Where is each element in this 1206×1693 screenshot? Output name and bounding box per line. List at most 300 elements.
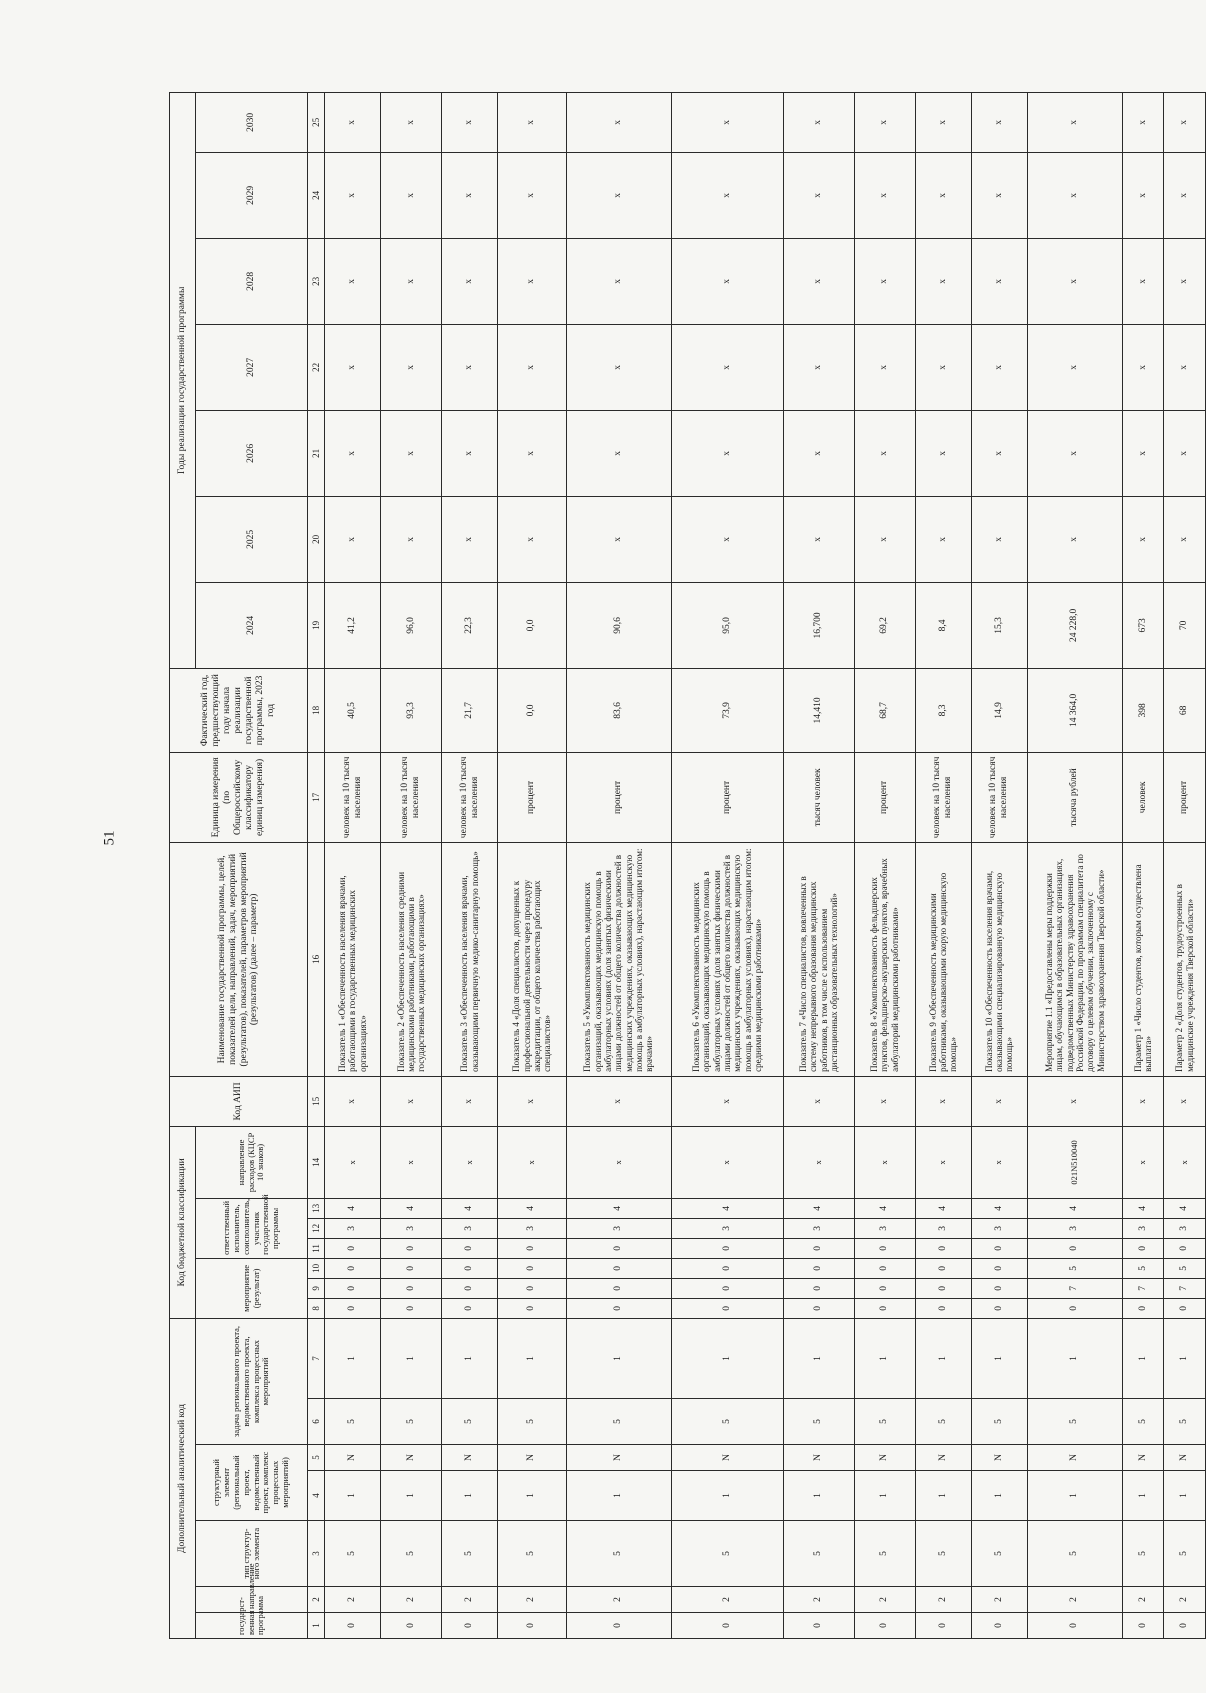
indicator-name: Показатель 5 «Укомплектованность медицинских организаций, оказывающих медицинскую помощь в амбулаторных условиях (доля занятых физическими лицами должностей от общего количества должностей в медицинских учреждениях, оказывающих медицинскую помощь в амбулаторных условиях), нарастающим итогом: врачами»	[566, 842, 671, 1076]
year-value-cell: x	[498, 410, 566, 496]
header-measure: мероприятие (результат)	[196, 1258, 308, 1318]
code-cell: 1	[498, 1471, 566, 1521]
code-cell: 2	[854, 1587, 915, 1613]
code-cell: N	[498, 1445, 566, 1471]
year-value-cell: x	[854, 324, 915, 410]
code-cell: 0	[1027, 1613, 1122, 1639]
code-cell: x	[325, 1126, 381, 1198]
code-cell: N	[381, 1445, 442, 1471]
code-cell: 4	[783, 1198, 854, 1218]
column-number: 8	[308, 1298, 325, 1318]
code-cell: 7	[1027, 1278, 1122, 1298]
header-struct-type: тип структур-ного элемента	[196, 1521, 308, 1587]
code-cell: 0	[915, 1238, 971, 1258]
year-value-cell: x	[915, 238, 971, 324]
code-cell: 3	[1164, 1218, 1206, 1238]
code-cell: x	[325, 1076, 381, 1126]
code-cell: 1	[1027, 1318, 1122, 1398]
header-year-2024: 2024	[196, 582, 308, 668]
code-cell: 1	[783, 1318, 854, 1398]
year-value-cell: x	[1027, 496, 1122, 582]
code-cell: 4	[381, 1198, 442, 1218]
code-cell: 5	[381, 1399, 442, 1445]
code-cell: N	[783, 1445, 854, 1471]
code-cell: 0	[325, 1278, 381, 1298]
code-cell: 5	[1164, 1399, 1206, 1445]
code-cell: 0	[325, 1298, 381, 1318]
code-cell: 5	[671, 1399, 783, 1445]
code-cell: 0	[971, 1278, 1027, 1298]
code-cell: 5	[1122, 1258, 1163, 1278]
code-cell: 1	[1122, 1471, 1163, 1521]
code-cell: x	[854, 1076, 915, 1126]
code-cell: 0	[498, 1298, 566, 1318]
table-row	[671, 92, 783, 1638]
code-cell: 1	[971, 1471, 1027, 1521]
year-value-cell: 69,2	[854, 582, 915, 668]
unit-cell: процент	[1164, 752, 1206, 842]
code-cell: 0	[854, 1298, 915, 1318]
column-number: 20	[308, 496, 325, 582]
column-number: 22	[308, 324, 325, 410]
year-value-cell: x	[442, 152, 498, 238]
year-value-cell: x	[325, 324, 381, 410]
code-cell: x	[671, 1076, 783, 1126]
year-value-cell: x	[783, 92, 854, 152]
code-cell: 5	[1027, 1258, 1122, 1278]
header-task: задача регионального проекта, ведомственного проекта, комплекса процессных мероприятий	[196, 1318, 308, 1444]
year-value-cell: 0,0	[498, 582, 566, 668]
year-value-cell: x	[325, 410, 381, 496]
code-cell: 0	[325, 1238, 381, 1258]
year-value-cell: x	[1164, 152, 1206, 238]
year-value-cell: x	[442, 410, 498, 496]
year-value-cell: x	[1122, 152, 1163, 238]
code-cell: 3	[442, 1218, 498, 1238]
code-cell: 0	[498, 1238, 566, 1258]
code-cell: 1	[971, 1318, 1027, 1398]
code-cell: 1	[854, 1471, 915, 1521]
code-cell: N	[566, 1445, 671, 1471]
code-cell: 1	[325, 1318, 381, 1398]
code-cell: 3	[1122, 1218, 1163, 1238]
code-cell: x	[566, 1126, 671, 1198]
header-year-2026: 2026	[196, 410, 308, 496]
year-value-cell: x	[498, 92, 566, 152]
indicator-name: Показатель 1 «Обеспеченность населения врачами, работающими в государственных медицинских организациях»	[325, 842, 381, 1076]
code-cell: 5	[566, 1521, 671, 1587]
code-cell: 0	[498, 1278, 566, 1298]
code-cell: 0	[783, 1258, 854, 1278]
year-value-cell: x	[381, 410, 442, 496]
table-body	[325, 92, 1206, 1638]
year-value-cell: x	[854, 152, 915, 238]
header-year-2025: 2025	[196, 496, 308, 582]
code-cell: 1	[1122, 1318, 1163, 1398]
code-cell: 5	[381, 1521, 442, 1587]
year-value-cell: x	[1164, 92, 1206, 152]
code-cell: 0	[381, 1298, 442, 1318]
year-value-cell: x	[442, 238, 498, 324]
code-cell: 5	[854, 1399, 915, 1445]
year-value-cell: x	[325, 92, 381, 152]
code-cell: 2	[566, 1587, 671, 1613]
code-cell: x	[1122, 1076, 1163, 1126]
table-row	[381, 92, 442, 1638]
header-direction: направление	[196, 1587, 308, 1613]
year-value-cell: 24 228,0	[1027, 582, 1122, 668]
code-cell: 3	[566, 1218, 671, 1238]
code-cell: x	[1122, 1126, 1163, 1198]
code-cell: 0	[671, 1238, 783, 1258]
code-cell: N	[1027, 1445, 1122, 1471]
year-value-cell: x	[1164, 238, 1206, 324]
year-value-cell: x	[671, 152, 783, 238]
code-cell: 1	[1027, 1471, 1122, 1521]
fact-2023-cell: 14,9	[971, 668, 1027, 752]
table-row	[854, 92, 915, 1638]
year-value-cell: 96,0	[381, 582, 442, 668]
code-cell: 4	[671, 1198, 783, 1218]
table-row	[442, 92, 498, 1638]
unit-cell: тысяч человек	[783, 752, 854, 842]
code-cell: 1	[671, 1318, 783, 1398]
table-row	[1027, 92, 1122, 1638]
indicator-name: Показатель 7 «Число специалистов, вовлеченных в систему непрерывного образования медицинских работников, в том числе с использованием дистанционных образовательных технологий»	[783, 842, 854, 1076]
year-value-cell: x	[671, 324, 783, 410]
code-cell: 0	[566, 1298, 671, 1318]
code-cell: 2	[1164, 1587, 1206, 1613]
code-cell: x	[1164, 1076, 1206, 1126]
unit-cell: процент	[566, 752, 671, 842]
column-number: 7	[308, 1318, 325, 1398]
fact-2023-cell: 93,3	[381, 668, 442, 752]
code-cell: 0	[915, 1258, 971, 1278]
year-value-cell: x	[442, 496, 498, 582]
year-value-cell: 70	[1164, 582, 1206, 668]
column-number: 6	[308, 1399, 325, 1445]
code-cell: 5	[671, 1521, 783, 1587]
year-value-cell: x	[915, 410, 971, 496]
year-value-cell: x	[498, 324, 566, 410]
year-value-cell: x	[566, 238, 671, 324]
code-cell: 0	[566, 1278, 671, 1298]
year-value-cell: x	[783, 152, 854, 238]
code-cell: x	[915, 1076, 971, 1126]
year-value-cell: x	[325, 238, 381, 324]
code-cell: 0	[381, 1258, 442, 1278]
code-cell: x	[971, 1126, 1027, 1198]
header-expense-direction: направление расходов (КЦСР 10 знаков)	[196, 1126, 308, 1198]
code-cell: 1	[915, 1471, 971, 1521]
code-cell: x	[783, 1076, 854, 1126]
unit-cell: человек на 10 тысяч населения	[381, 752, 442, 842]
code-cell: 0	[915, 1278, 971, 1298]
code-cell: 0	[498, 1613, 566, 1639]
table-row	[783, 92, 854, 1638]
code-cell: 1	[671, 1471, 783, 1521]
code-cell: 0	[566, 1258, 671, 1278]
header-year-2028: 2028	[196, 238, 308, 324]
code-cell: 5	[442, 1521, 498, 1587]
year-value-cell: x	[325, 152, 381, 238]
code-cell: 5	[566, 1399, 671, 1445]
code-cell: 5	[915, 1521, 971, 1587]
code-cell: 0	[915, 1298, 971, 1318]
fact-2023-cell: 73,9	[671, 668, 783, 752]
year-value-cell: x	[1122, 496, 1163, 582]
year-value-cell: x	[915, 496, 971, 582]
code-cell: x	[442, 1126, 498, 1198]
code-cell: 3	[1027, 1218, 1122, 1238]
year-value-cell: 41,2	[325, 582, 381, 668]
fact-2023-cell: 21,7	[442, 668, 498, 752]
code-cell: 5	[783, 1521, 854, 1587]
unit-cell: человек на 10 тысяч населения	[325, 752, 381, 842]
year-value-cell: 22,3	[442, 582, 498, 668]
table-row	[498, 92, 566, 1638]
code-cell: 0	[442, 1238, 498, 1258]
code-cell: 2	[1027, 1587, 1122, 1613]
year-value-cell: x	[1164, 410, 1206, 496]
code-cell: 4	[854, 1198, 915, 1218]
group-budget-code: Код бюджетной классификации	[170, 1126, 196, 1318]
code-cell: 1	[915, 1318, 971, 1398]
code-cell: x	[498, 1076, 566, 1126]
column-number: 23	[308, 238, 325, 324]
fact-2023-cell: 83,6	[566, 668, 671, 752]
code-cell: 1	[854, 1318, 915, 1398]
year-value-cell: 16,700	[783, 582, 854, 668]
indicator-name: Параметр 1 «Число студентов, которым осуществлена выплата»	[1122, 842, 1163, 1076]
indicator-name: Мероприятие 1.1 «Предоставлены меры поддержки лицам, обучающимся в образовательных организациях, подведомственных Министерству здравоохранения Российской Федерации, по программам специалитета по договору о целевом обучении, заключенному с Министерством здравоохранения Тверской области»	[1027, 842, 1122, 1076]
code-cell: 3	[783, 1218, 854, 1238]
column-number: 12	[308, 1218, 325, 1238]
unit-cell: процент	[671, 752, 783, 842]
column-number: 16	[308, 842, 325, 1076]
unit-cell: человек на 10 тысяч населения	[442, 752, 498, 842]
code-cell: 0	[442, 1298, 498, 1318]
code-cell: 4	[498, 1198, 566, 1218]
year-value-cell: x	[566, 410, 671, 496]
program-indicators-table	[169, 92, 1206, 1639]
column-number: 13	[308, 1198, 325, 1218]
header-year-2029: 2029	[196, 152, 308, 238]
year-value-cell: x	[381, 238, 442, 324]
unit-cell: человек	[1122, 752, 1163, 842]
code-cell: 5	[498, 1399, 566, 1445]
column-number: 14	[308, 1126, 325, 1198]
code-cell: 0	[566, 1238, 671, 1258]
column-number: 2	[308, 1587, 325, 1613]
code-cell: 0	[854, 1278, 915, 1298]
code-cell: 3	[971, 1218, 1027, 1238]
code-cell: 1	[442, 1471, 498, 1521]
code-cell: 3	[325, 1218, 381, 1238]
code-cell: 1	[566, 1471, 671, 1521]
year-value-cell: 673	[1122, 582, 1163, 668]
header-year-2027: 2027	[196, 324, 308, 410]
column-number: 10	[308, 1258, 325, 1278]
indicator-name: Показатель 8 «Укомплектованность фельдшерских пунктов, фельдшерско-акушерских пунктов, врачебных амбулаторий медицинскими работниками»	[854, 842, 915, 1076]
year-value-cell: x	[671, 92, 783, 152]
year-value-cell: x	[1122, 410, 1163, 496]
code-cell: 3	[671, 1218, 783, 1238]
year-value-cell: 15,3	[971, 582, 1027, 668]
code-cell: 0	[971, 1258, 1027, 1278]
year-value-cell: x	[498, 238, 566, 324]
rotated-table-wrapper	[169, 93, 1206, 1639]
code-cell: 0	[854, 1238, 915, 1258]
code-cell: N	[1122, 1445, 1163, 1471]
header-struct-element: структурный элемент (региональный проект, ведомственный проект, комплекс процессных мероприятий)	[196, 1445, 308, 1521]
code-cell: 5	[854, 1521, 915, 1587]
header-executor: ответственный исполнитель, соисполнитель, участник государственной программы	[196, 1198, 308, 1258]
year-value-cell: x	[1027, 92, 1122, 152]
year-value-cell: 8,4	[915, 582, 971, 668]
code-cell: 0	[325, 1258, 381, 1278]
column-number: 5	[308, 1445, 325, 1471]
year-value-cell: x	[854, 410, 915, 496]
code-cell: x	[381, 1126, 442, 1198]
code-cell: 0	[671, 1298, 783, 1318]
table-row	[325, 92, 381, 1638]
header-year-2030: 2030	[196, 92, 308, 152]
code-cell: 5	[1164, 1258, 1206, 1278]
code-cell: 2	[325, 1587, 381, 1613]
year-value-cell: x	[854, 238, 915, 324]
column-number: 11	[308, 1238, 325, 1258]
unit-cell: человек на 10 тысяч населения	[971, 752, 1027, 842]
fact-2023-cell: 0,0	[498, 668, 566, 752]
year-value-cell: x	[915, 92, 971, 152]
code-cell: 0	[498, 1258, 566, 1278]
code-cell: 0	[915, 1613, 971, 1639]
code-cell: x	[1164, 1126, 1206, 1198]
code-cell: 2	[971, 1587, 1027, 1613]
year-value-cell: x	[1027, 152, 1122, 238]
year-value-cell: x	[1027, 238, 1122, 324]
code-cell: 7	[1164, 1278, 1206, 1298]
year-value-cell: x	[1122, 92, 1163, 152]
column-number: 24	[308, 152, 325, 238]
code-cell: 0	[1164, 1298, 1206, 1318]
year-value-cell: x	[566, 324, 671, 410]
code-cell: 0	[971, 1238, 1027, 1258]
code-cell: 0	[854, 1258, 915, 1278]
header-program: государст-венная программа	[196, 1613, 308, 1639]
code-cell: x	[971, 1076, 1027, 1126]
code-cell: 4	[325, 1198, 381, 1218]
code-cell: 3	[381, 1218, 442, 1238]
year-value-cell: x	[381, 496, 442, 582]
unit-cell: процент	[498, 752, 566, 842]
column-number: 21	[308, 410, 325, 496]
year-value-cell: x	[915, 324, 971, 410]
code-cell: x	[783, 1126, 854, 1198]
code-cell: 021N510040	[1027, 1126, 1122, 1198]
year-value-cell: x	[783, 410, 854, 496]
code-cell: 0	[783, 1298, 854, 1318]
code-cell: 5	[325, 1399, 381, 1445]
code-cell: 1	[1164, 1471, 1206, 1521]
year-value-cell: x	[1122, 324, 1163, 410]
column-number: 19	[308, 582, 325, 668]
column-number: 18	[308, 668, 325, 752]
code-cell: 0	[971, 1298, 1027, 1318]
code-cell: 0	[381, 1238, 442, 1258]
group-analytic-code: Дополнительный аналитический код	[170, 1318, 196, 1638]
code-cell: 4	[566, 1198, 671, 1218]
code-cell: 1	[381, 1471, 442, 1521]
year-value-cell: x	[381, 152, 442, 238]
year-value-cell: x	[381, 92, 442, 152]
table-row	[1164, 92, 1206, 1638]
code-cell: 1	[566, 1318, 671, 1398]
year-value-cell: x	[971, 496, 1027, 582]
code-cell: 4	[971, 1198, 1027, 1218]
code-cell: 5	[1164, 1521, 1206, 1587]
code-cell: 5	[498, 1521, 566, 1587]
code-cell: x	[498, 1126, 566, 1198]
code-cell: 5	[971, 1399, 1027, 1445]
indicator-name: Параметр 2 «Доля студентов, трудоустроенных в медицинские учреждения Тверской области»	[1164, 842, 1206, 1076]
code-cell: 0	[1122, 1613, 1163, 1639]
column-number-row	[308, 92, 325, 1638]
fact-2023-cell: 68,7	[854, 668, 915, 752]
code-cell: 0	[1122, 1238, 1163, 1258]
year-value-cell: x	[671, 496, 783, 582]
unit-cell: человек на 10 тысяч населения	[915, 752, 971, 842]
code-cell: 4	[442, 1198, 498, 1218]
code-cell: 2	[1122, 1587, 1163, 1613]
code-cell: 0	[381, 1613, 442, 1639]
code-cell: 1	[325, 1471, 381, 1521]
year-value-cell: x	[442, 92, 498, 152]
code-cell: 3	[498, 1218, 566, 1238]
code-cell: 0	[783, 1278, 854, 1298]
code-cell: 5	[1122, 1521, 1163, 1587]
code-cell: 5	[1122, 1399, 1163, 1445]
year-value-cell: 90,6	[566, 582, 671, 668]
header-aip-code: Код АИП	[170, 1076, 308, 1126]
column-number: 4	[308, 1471, 325, 1521]
year-value-cell: x	[498, 496, 566, 582]
code-cell: 5	[783, 1399, 854, 1445]
column-number: 25	[308, 92, 325, 152]
year-value-cell: x	[971, 324, 1027, 410]
header-unit: Единица измерения (по Общероссийскому классификатору единиц измерения)	[170, 752, 308, 842]
indicator-name: Показатель 2 «Обеспеченность населения средними медицинскими работниками, работающими в государственных медицинских организациях»	[381, 842, 442, 1076]
indicator-name: Показатель 9 «Обеспеченность медицинскими работниками, оказывающими скорую медицинскую помощь»	[915, 842, 971, 1076]
code-cell: 3	[915, 1218, 971, 1238]
code-cell: x	[854, 1126, 915, 1198]
code-cell: 0	[671, 1278, 783, 1298]
year-value-cell: x	[854, 92, 915, 152]
code-cell: 0	[325, 1613, 381, 1639]
code-cell: x	[381, 1076, 442, 1126]
code-cell: x	[915, 1126, 971, 1198]
year-value-cell: x	[1027, 410, 1122, 496]
code-cell: 4	[1122, 1198, 1163, 1218]
year-value-cell: x	[1164, 324, 1206, 410]
page-number: 51	[101, 830, 118, 846]
code-cell: 5	[325, 1521, 381, 1587]
code-cell: 0	[442, 1258, 498, 1278]
code-cell: x	[671, 1126, 783, 1198]
year-value-cell: x	[971, 238, 1027, 324]
header-fact-year: Фактический год, предшествующий году начала реализации государственной программы, 2023 год	[170, 668, 308, 752]
